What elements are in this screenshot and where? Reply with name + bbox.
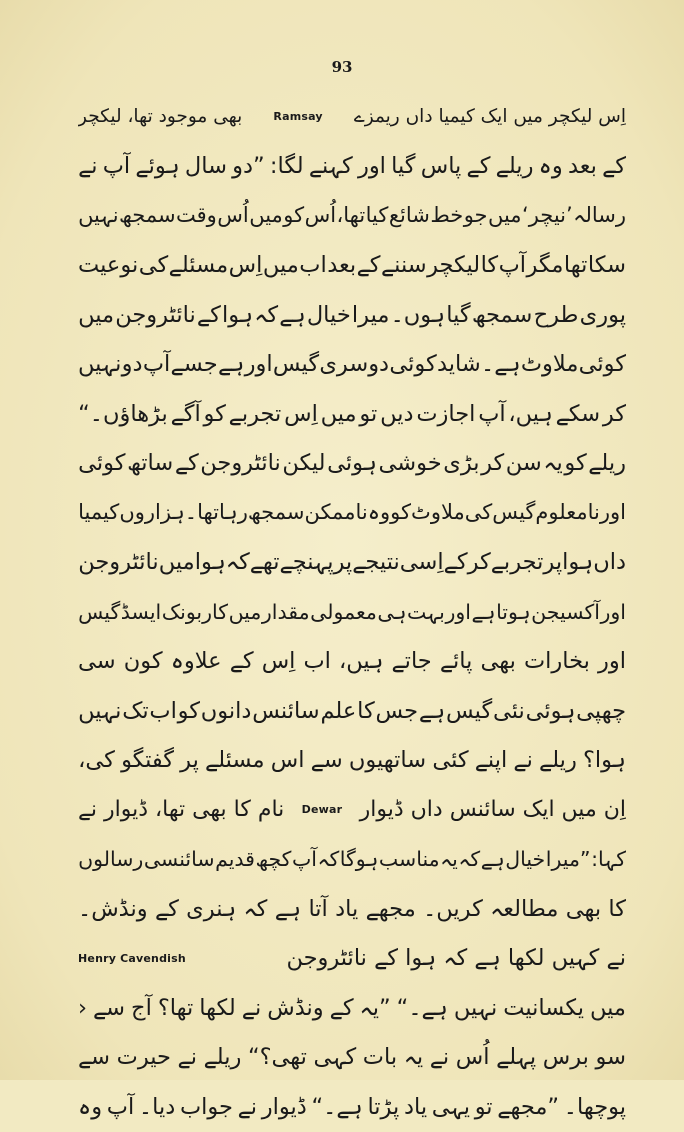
word: کا xyxy=(357,697,375,724)
word: نے xyxy=(78,153,98,179)
word: تجربے xyxy=(228,400,282,427)
word: کو xyxy=(390,500,412,525)
word: ایسڈ xyxy=(120,599,162,624)
word: ملاوٹ xyxy=(411,500,465,525)
word: آپ xyxy=(142,351,171,377)
word: یکسانیت xyxy=(503,994,585,1021)
word: سے xyxy=(93,994,126,1021)
word: تو xyxy=(474,1093,493,1120)
word: لیکن xyxy=(282,450,326,476)
word: قدیم xyxy=(215,847,255,871)
word: ہے xyxy=(471,599,496,624)
word: کے xyxy=(229,648,254,674)
word: اُس xyxy=(455,1044,490,1070)
word: ریلے xyxy=(539,747,577,773)
word: نائٹروجن xyxy=(200,450,281,476)
word: لکھا xyxy=(199,994,236,1021)
word: ہے۔ xyxy=(481,351,521,377)
word: گیس xyxy=(272,351,320,377)
word: کہ xyxy=(458,847,481,871)
word: لگا: xyxy=(269,153,304,179)
word: رسالوں xyxy=(78,847,144,871)
word: ہے xyxy=(480,847,505,871)
word: پر xyxy=(333,549,353,575)
word: اُس xyxy=(304,203,337,228)
word: کون xyxy=(123,648,163,674)
line-segment: نام کا بھی تھا، ڈیوار نے xyxy=(78,796,285,822)
word: جاتے xyxy=(391,648,432,674)
word: ہزاروں xyxy=(119,500,185,525)
word: شاید xyxy=(436,351,481,377)
word: میں xyxy=(262,252,299,278)
word: تھا؟ xyxy=(157,994,194,1021)
text-line xyxy=(78,340,626,390)
word: ہوتا xyxy=(496,599,531,624)
word: خیال xyxy=(306,301,351,328)
word: کہ xyxy=(225,549,250,575)
word: پاس xyxy=(420,153,462,179)
word: بعد xyxy=(567,153,597,179)
word: پہنچے xyxy=(279,549,334,575)
word: اور xyxy=(357,153,386,179)
word: ”میرا xyxy=(545,847,591,871)
word: ونڈش xyxy=(267,994,324,1021)
word: نے xyxy=(429,1044,450,1070)
word: تک xyxy=(122,697,149,724)
word: ہی xyxy=(377,599,407,624)
word: ’نیچر‘ xyxy=(522,203,573,228)
text-line xyxy=(78,934,626,984)
word: کریں۔ xyxy=(423,895,483,922)
word: میں xyxy=(78,301,115,328)
word: مناسب xyxy=(378,847,440,871)
word: یاد xyxy=(335,895,359,922)
word: گیا xyxy=(446,301,471,328)
word: یہ xyxy=(440,847,458,871)
word: تھا، xyxy=(336,203,366,228)
word: ہوا xyxy=(562,549,594,575)
word: دیا۔ xyxy=(138,1093,176,1120)
text-line xyxy=(78,439,626,489)
word: پڑتا xyxy=(367,1093,400,1120)
word: اِسی xyxy=(399,549,444,575)
word: ہوئے xyxy=(135,153,180,179)
word: نے xyxy=(513,747,533,773)
word: پوری xyxy=(579,301,626,328)
word: پر xyxy=(180,747,199,773)
word: ریلے xyxy=(203,1044,242,1070)
word: بہت xyxy=(407,599,445,624)
word: ”یہ xyxy=(359,994,391,1021)
word: کوئی xyxy=(389,351,437,377)
word: کوئی xyxy=(78,450,126,476)
word: اب xyxy=(149,697,177,724)
word: ہے xyxy=(279,301,306,328)
word: سننے xyxy=(380,252,427,278)
word: کہ xyxy=(243,895,268,922)
word: کیمیا xyxy=(78,500,120,525)
word: آتا xyxy=(308,895,328,922)
word: وہ xyxy=(367,500,391,525)
word: کر xyxy=(481,450,505,476)
word: ہوا xyxy=(221,301,254,328)
word: ساتھیوں xyxy=(348,747,427,773)
word: داں xyxy=(593,549,626,575)
word: اور xyxy=(599,500,626,525)
line-segment: اِس لیکچر میں ایک کیمیا داں ریمزے xyxy=(353,105,626,127)
word: نائٹروجن xyxy=(78,549,159,575)
word: معمولی xyxy=(310,599,377,624)
word: جسے xyxy=(170,351,218,377)
word: سے xyxy=(310,747,343,773)
word: سکا xyxy=(587,252,626,278)
text-line xyxy=(78,983,626,1033)
word: نہیں xyxy=(78,351,122,377)
word: ہے۔“ xyxy=(311,1093,363,1120)
word: ہنری xyxy=(186,895,237,922)
word: نے xyxy=(237,1093,258,1120)
word: اُس xyxy=(217,203,249,228)
word: پائے xyxy=(439,648,473,674)
word: مسئلے xyxy=(168,252,229,278)
word: وہ xyxy=(538,153,563,179)
word: ہوا؟ xyxy=(582,747,626,773)
word: خوشی xyxy=(378,450,442,476)
word: کے xyxy=(466,153,491,179)
word: کے xyxy=(174,450,199,476)
word: گفتگو xyxy=(121,747,174,773)
line-segment: بھی موجود تھا، لیکچر xyxy=(78,105,243,127)
word: آج xyxy=(131,994,152,1021)
word: کر xyxy=(602,400,626,427)
word: آپ xyxy=(478,400,506,427)
word: ملاوٹ xyxy=(520,351,579,377)
word: سمجھ xyxy=(119,203,176,228)
word: سکے xyxy=(555,400,601,427)
word: چھپی xyxy=(576,697,626,724)
text-line xyxy=(78,92,626,142)
word: وقت xyxy=(176,203,217,228)
word: اپنے xyxy=(474,747,508,773)
word: نئی xyxy=(492,697,525,724)
word: کی xyxy=(464,500,493,525)
word: جو xyxy=(463,203,488,228)
word: خیال xyxy=(505,847,546,871)
word: میں xyxy=(249,203,283,228)
word: ہے۔“ xyxy=(396,994,448,1021)
word: ہے xyxy=(418,697,446,724)
word: میں xyxy=(487,203,522,228)
word: پہلے xyxy=(496,1044,537,1070)
word: میں xyxy=(228,599,262,624)
text-line xyxy=(78,587,626,637)
text-line xyxy=(78,488,626,538)
word: لیکچر xyxy=(427,252,481,278)
word: آپ xyxy=(102,153,131,179)
word: ریلے xyxy=(588,450,626,476)
word: بھی xyxy=(565,895,602,922)
word: ڈیوار xyxy=(261,1093,307,1120)
word: آکسیجن xyxy=(531,599,600,624)
word: ہوا xyxy=(194,549,226,575)
word: سمجھ xyxy=(471,301,533,328)
text-line xyxy=(78,1082,626,1132)
word: نوعیت xyxy=(78,252,139,278)
word: آپ xyxy=(498,252,527,278)
word: سن xyxy=(505,450,542,476)
word: بھی xyxy=(480,648,516,674)
latin-word: Dewar xyxy=(301,803,343,817)
word: میں xyxy=(590,994,626,1021)
word: اور xyxy=(598,648,626,674)
word: میرا xyxy=(351,301,390,328)
word: علم xyxy=(320,697,357,724)
word: کچھ xyxy=(255,847,292,871)
word: کہی xyxy=(313,1044,357,1070)
text-line xyxy=(78,389,626,439)
word: کا xyxy=(608,895,626,922)
word: بعد xyxy=(327,252,357,278)
word: کو xyxy=(177,697,200,724)
word: سائنس xyxy=(252,697,320,724)
word: سال xyxy=(184,153,227,179)
word: اِس xyxy=(228,252,263,278)
word: کر xyxy=(467,549,491,575)
word: کے xyxy=(196,301,221,328)
word: آپ xyxy=(291,847,317,871)
word: کی xyxy=(138,252,169,278)
word: دیں xyxy=(380,400,414,427)
latin-word: Ramsay xyxy=(273,110,323,124)
word: کو xyxy=(203,400,226,427)
word: تھا xyxy=(563,252,588,278)
text-line xyxy=(78,835,626,885)
word: یہ xyxy=(543,450,563,476)
word: کہ xyxy=(254,301,279,328)
word: پر xyxy=(543,549,563,575)
text-line xyxy=(78,785,626,835)
word: نائٹروجن xyxy=(115,301,196,328)
word: ہیں، xyxy=(339,648,384,674)
word: علاوہ xyxy=(170,648,222,674)
word: یہ xyxy=(403,1044,424,1070)
word: جواب xyxy=(179,1093,233,1120)
word: کہ xyxy=(317,847,340,871)
word: تو xyxy=(359,400,378,427)
word: نہیں xyxy=(78,697,122,724)
text-line xyxy=(78,1033,626,1083)
text-line xyxy=(78,290,626,340)
word: اِس xyxy=(284,400,318,427)
word: رسالہ xyxy=(573,203,626,228)
word: کو xyxy=(283,203,305,228)
text-line xyxy=(78,142,626,192)
word: سمجھ xyxy=(247,500,305,525)
word: کے xyxy=(602,153,626,179)
word: کوئی xyxy=(578,351,626,377)
word: ناممکن xyxy=(304,500,368,525)
word: ساتھ xyxy=(127,450,174,476)
text-line xyxy=(78,736,626,786)
word: تجربے xyxy=(490,549,544,575)
word: مسئلے xyxy=(205,747,265,773)
word: شائع xyxy=(388,203,430,228)
text-line xyxy=(78,241,626,291)
word: بخارات xyxy=(523,648,590,674)
word: ہوگا xyxy=(339,847,379,871)
urdu-text-block xyxy=(78,92,626,1132)
word: ہے xyxy=(217,351,245,377)
word: اب xyxy=(299,252,327,278)
word: کہا: xyxy=(591,847,626,871)
word: بات xyxy=(362,1044,398,1070)
word: وہ xyxy=(78,1093,103,1120)
word: سو xyxy=(595,1044,626,1070)
word: نہیں xyxy=(453,994,498,1021)
word: گیس xyxy=(446,697,493,724)
word: ہیں، xyxy=(508,400,553,427)
word: بڑی xyxy=(443,450,480,476)
text-line xyxy=(78,191,626,241)
word: کو xyxy=(564,450,587,476)
word: بڑھاؤں۔“ xyxy=(78,400,168,427)
word: مجھے xyxy=(365,895,416,922)
word: مطالعہ xyxy=(490,895,559,922)
word: اب xyxy=(303,648,331,674)
word: برس xyxy=(542,1044,589,1070)
latin-name: Henry Cavendish xyxy=(78,951,186,965)
word: کے xyxy=(356,252,381,278)
text-line xyxy=(78,637,626,687)
word: نہیں xyxy=(78,203,119,228)
word: کے xyxy=(154,895,179,922)
word: کیا xyxy=(365,203,389,228)
word: یاد xyxy=(403,1093,428,1120)
word: دانوں xyxy=(200,697,252,724)
word: ہوں۔ xyxy=(390,301,446,328)
word: آپ xyxy=(106,1093,135,1120)
word: گیس xyxy=(492,500,536,525)
word: اور xyxy=(244,351,273,377)
word: پوچھا۔ xyxy=(563,1093,626,1120)
word: اس xyxy=(270,747,305,773)
word: کی، xyxy=(78,747,115,773)
word: جس xyxy=(375,697,419,724)
word: حیرت xyxy=(116,1044,171,1070)
word: کئی xyxy=(432,747,469,773)
word: ریلے xyxy=(495,153,534,179)
word: نے xyxy=(177,1044,197,1070)
word: کے xyxy=(443,549,468,575)
word: سے xyxy=(78,1044,111,1070)
word: کا xyxy=(480,252,499,278)
word: مگر xyxy=(526,252,564,278)
word: نے xyxy=(241,994,262,1021)
word: اجازت xyxy=(416,400,476,427)
word: ”مجھے xyxy=(497,1093,560,1120)
word: گیس xyxy=(78,599,121,624)
word: اور xyxy=(445,599,471,624)
word: ہے xyxy=(274,895,302,922)
word: ہوئی xyxy=(525,697,576,724)
word: خط xyxy=(430,203,464,228)
text-line xyxy=(78,884,626,934)
word: نتیجے xyxy=(352,549,400,575)
word: تھے xyxy=(249,549,280,575)
page-number: 93 xyxy=(331,58,353,76)
word: میں xyxy=(320,400,357,427)
word: نامعلوم xyxy=(535,500,600,525)
word: کے xyxy=(329,994,354,1021)
word: طرح xyxy=(533,301,579,328)
word: ”دو xyxy=(232,153,265,179)
word: میں xyxy=(158,549,195,575)
word: ‹ xyxy=(78,994,87,1021)
word: اور xyxy=(600,599,626,624)
word: آگے xyxy=(170,400,201,427)
word: اِس xyxy=(261,648,296,674)
word: دو xyxy=(121,351,143,377)
word: سائنسی xyxy=(143,847,215,871)
word: تھا۔ xyxy=(184,500,219,525)
word: گیا xyxy=(391,153,416,179)
word: یہی xyxy=(431,1093,470,1120)
word: کہنے xyxy=(308,153,353,179)
word: رہا xyxy=(219,500,248,525)
word: دوسری xyxy=(319,351,390,377)
word: تھی؟“ xyxy=(247,1044,307,1070)
word: سی xyxy=(78,648,116,674)
text-line xyxy=(78,538,626,588)
text-line xyxy=(78,686,626,736)
word: کاربونک xyxy=(161,599,229,624)
word: ونڈش۔ xyxy=(78,895,148,922)
line-segment: اِن میں ایک سائنس داں ڈیوار xyxy=(359,796,626,822)
line-segment: نے کہیں لکھا ہے کہ ہوا کے نائٹروجن xyxy=(286,945,626,971)
word: مقدار xyxy=(261,599,310,624)
word: ہوئی xyxy=(327,450,377,476)
